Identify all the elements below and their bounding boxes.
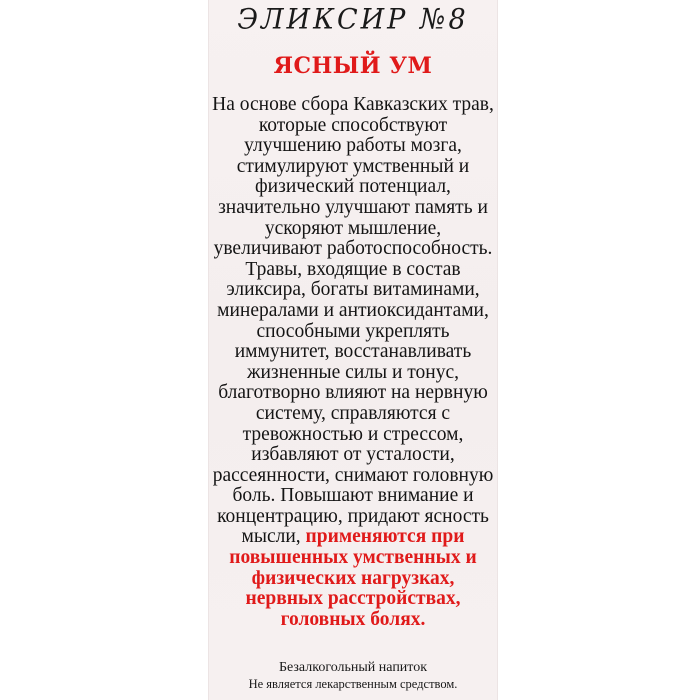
product-label xyxy=(208,0,498,700)
product-title: ЭЛИКСИР №8 xyxy=(237,3,469,36)
description-main-text: На основе сбора Кавказских трав, которые способствуют улучшению работы мозга, стимулируют умственный и физический потенциал, значительно улучшают память и ускоряют мышление, увеличивают работоспособность. Травы, входящие в состав эликсира, богаты витаминами, минералами и антиоксидантами, способными укреплять иммунитет, восстанавливать жизненные силы и тонус, благотворно влияют на нервную систему, справляются с тревожностью и стрессом, избавляют от усталости, рассеянности, снимают головную боль. Повышают внимание и концентрацию, придают ясность мысли, xyxy=(212,94,494,548)
description-highlight-text: применяются при повышенных умственных и физических нагрузках, нервных расстройствах, головных болях. xyxy=(229,526,477,630)
product-subtitle: ЯСНЫЙ УМ xyxy=(273,53,433,79)
product-description xyxy=(212,95,494,630)
not-medicine-disclaimer: Не является лекарственным средством. xyxy=(248,677,458,691)
non-alcoholic-note: Безалкогольный напиток xyxy=(278,660,428,675)
